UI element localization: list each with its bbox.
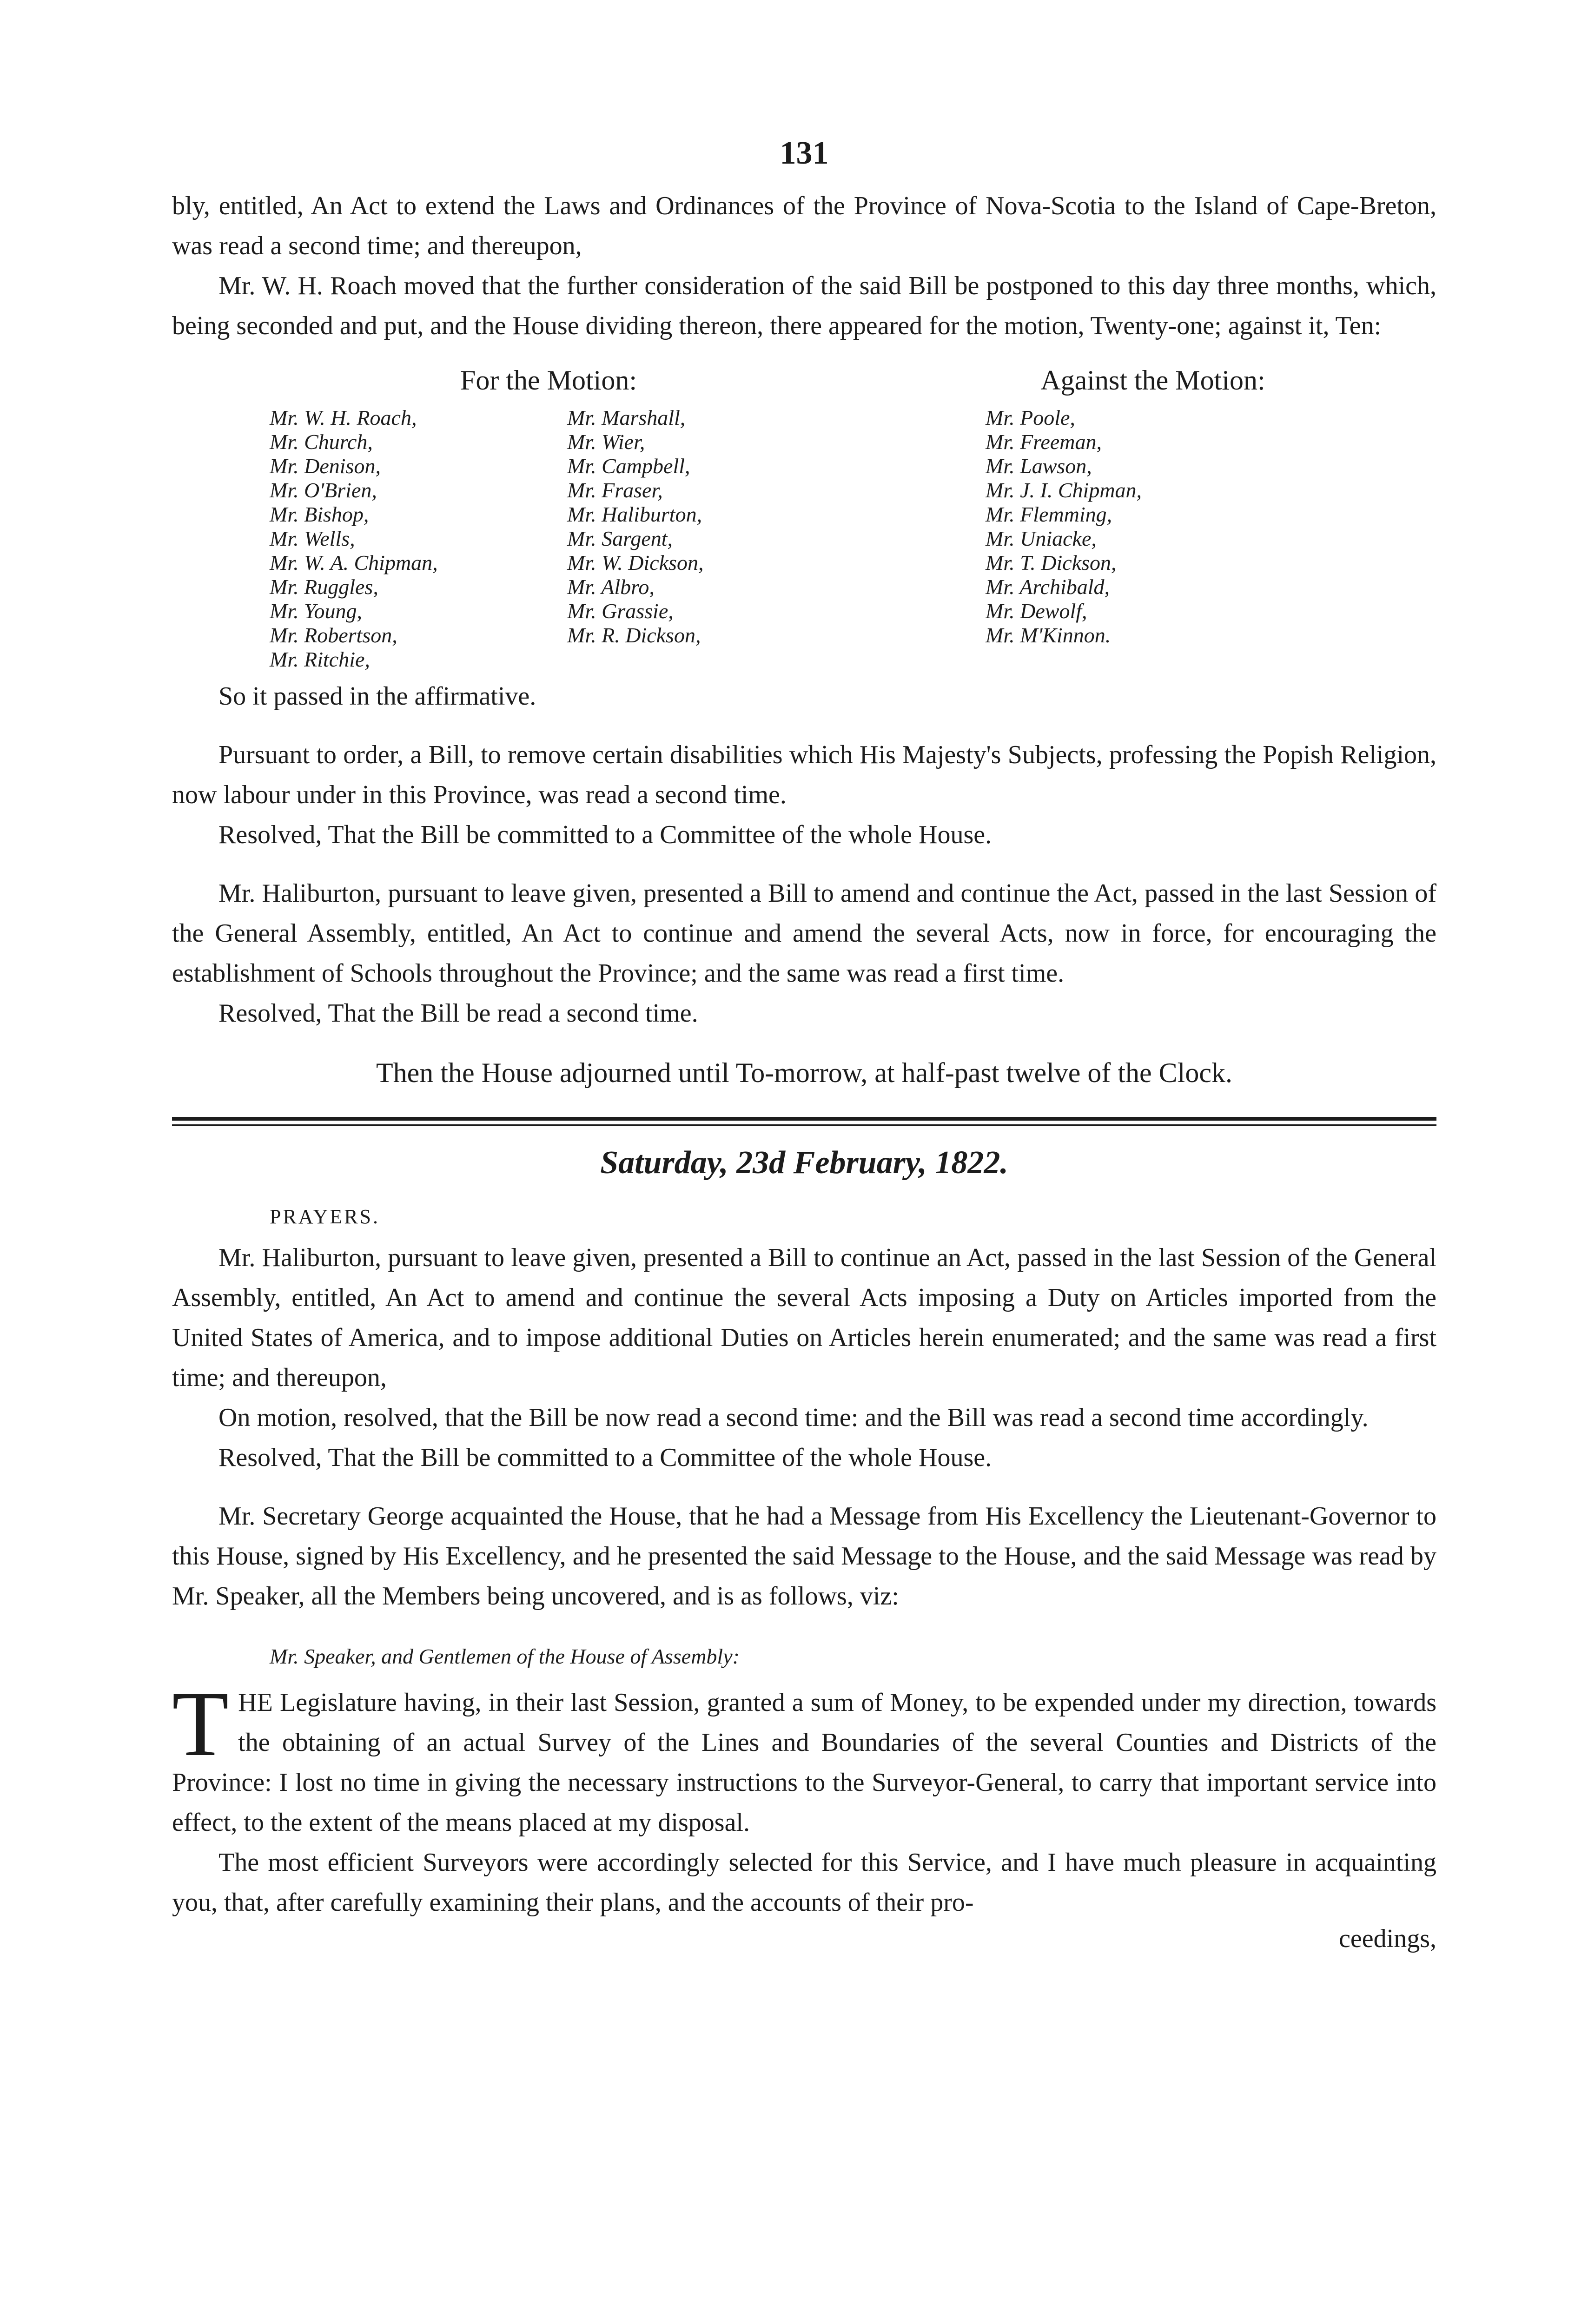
paragraph: Resolved, That the Bill be committed to a Committee of the whole House. [218,1443,992,1472]
paragraph: Mr. Haliburton, pursuant to leave given, presented a Bill to amend and continue the Act, passed in the last Session of the General Assembly, entitled, An Act to continue and amend the several Acts, now in force, for encouraging the establishment of Schools throughout the Province; and the same was read a first time. [172,879,1436,988]
member-name: Mr. Marshall, [567,406,686,429]
paragraph: The most efficient Surveyors were accordingly selected for this Service, and I have much pleasure in acquainting you, that, after carefully examining their plans, and the accounts of their pro- [172,1848,1436,1917]
member-name: Mr. Ritchie, [270,647,370,671]
member-name: Mr. Wier, [567,430,645,454]
member-name: Mr. Sargent, [567,527,673,550]
for-motion-header: For the Motion: [460,365,637,396]
member-name: Mr. Haliburton, [567,502,702,526]
paragraph: So it passed in the affirmative. [218,682,536,711]
vote-headers [172,364,1436,396]
paragraph: Mr. Secretary George acquainted the House, that he had a Message from His Excellency the Lieutenant-Governor to this House, signed by His Excellency, and he presented the said Message to the House, and the said Message was read by Mr. Speaker, all the Members being uncovered, and is as follows, viz: [172,1502,1436,1611]
adjournment-line: Then the House adjourned until To-morrow, at half-past twelve of the Clock. [376,1057,1232,1088]
member-name: Mr. R. Dickson, [567,623,701,647]
member-name: Mr. Albro, [567,575,655,599]
paragraph: bly, entitled, An Act to extend the Laws and Ordinances of the Province of Nova-Scotia to the Island of Cape-Breton, was read a second time; and thereupon, [172,191,1436,260]
member-name: Mr. T. Dickson, [986,551,1117,574]
salutation: Mr. Speaker, and Gentlemen of the House of Assembly: [270,1644,740,1668]
member-name: Mr. Church, [270,430,373,454]
paragraph: Resolved, That the Bill be committed to a Committee of the whole House. [218,820,992,849]
page-number: 131 [780,135,829,171]
vote-list [172,406,1436,672]
spacer [172,1033,1436,1052]
catchword: ceedings, [1339,1924,1436,1953]
member-name: Mr. Grassie, [567,599,674,623]
member-name: Mr. J. I. Chipman, [986,478,1142,502]
member-name: Mr. Robertson, [270,623,397,647]
member-name: Mr. Fraser, [567,478,663,502]
member-name: Mr. W. Dickson, [567,551,704,574]
member-name: Mr. Archibald, [986,575,1110,599]
member-name: Mr. M'Kinnon. [986,623,1111,647]
message-paragraph [172,1673,1436,1842]
spacer [172,716,1436,735]
member-name: Mr. Bishop, [270,502,369,526]
drop-cap: T [172,1673,229,1776]
member-name: Mr. Poole, [986,406,1075,429]
section-rule-thin [172,1124,1436,1126]
member-name: Mr. Flemming, [986,502,1112,526]
prayers-label: PRAYERS. [270,1205,380,1228]
for-motion-column-2 [567,406,986,672]
member-name: Mr. W. A. Chipman, [270,551,438,574]
message-text: HE Legislature having, in their last Session, granted a sum of Money, to be expended under my direction, towards the obtaining of an actual Survey of the Lines and Boundaries of the several Counties and Districts of the Province: I lost no time in giving the necessary instructions to the Surveyor-General, to carry that important service into effect, to the extent of the means placed at my disposal. [172,1688,1436,1837]
date-heading: Saturday, 23d February, 1822. [600,1145,1008,1181]
member-name: Mr. Ruggles, [270,575,378,599]
member-name: Mr. Denison, [270,454,381,478]
document-page [172,135,1436,1955]
section-rule [172,1117,1436,1121]
member-name: Mr. W. H. Roach, [270,406,417,429]
member-name: Mr. Lawson, [986,454,1092,478]
member-name: Mr. Wells, [270,527,355,550]
for-motion-column-1 [270,406,567,672]
member-name: Mr. Young, [270,599,362,623]
against-motion-header: Against the Motion: [1040,365,1265,396]
spacer [172,1478,1436,1496]
against-motion-column [986,406,1311,672]
paragraph: Pursuant to order, a Bill, to remove certain disabilities which His Majesty's Subjects, professing the Popish Religion, now labour under in this Province, was read a second time. [172,740,1436,809]
member-name: Mr. Dewolf, [986,599,1087,623]
member-name: Mr. Uniacke, [986,527,1097,550]
member-name: Mr. Campbell, [567,454,690,478]
paragraph: Resolved, That the Bill be read a second time. [218,999,698,1028]
paragraph: On motion, resolved, that the Bill be now read a second time: and the Bill was read a second time accordingly. [218,1403,1369,1432]
paragraph: Mr. Haliburton, pursuant to leave given, presented a Bill to continue an Act, passed in the last Session of the General Assembly, entitled, An Act to amend and continue the several Acts imposing a Duty on Articles imported from the United States of America, and to impose additional Duties on Articles herein enumerated; and the same was read a first time; and thereupon, [172,1243,1436,1392]
paragraph: Mr. W. H. Roach moved that the further consideration of the said Bill be postponed to this day three months, which, being seconded and put, and the House dividing thereon, there appeared for the motion, Twenty-one; against it, Ten: [172,271,1436,340]
member-name: Mr. Freeman, [986,430,1102,454]
member-name: Mr. O'Brien, [270,478,377,502]
spacer [172,855,1436,873]
